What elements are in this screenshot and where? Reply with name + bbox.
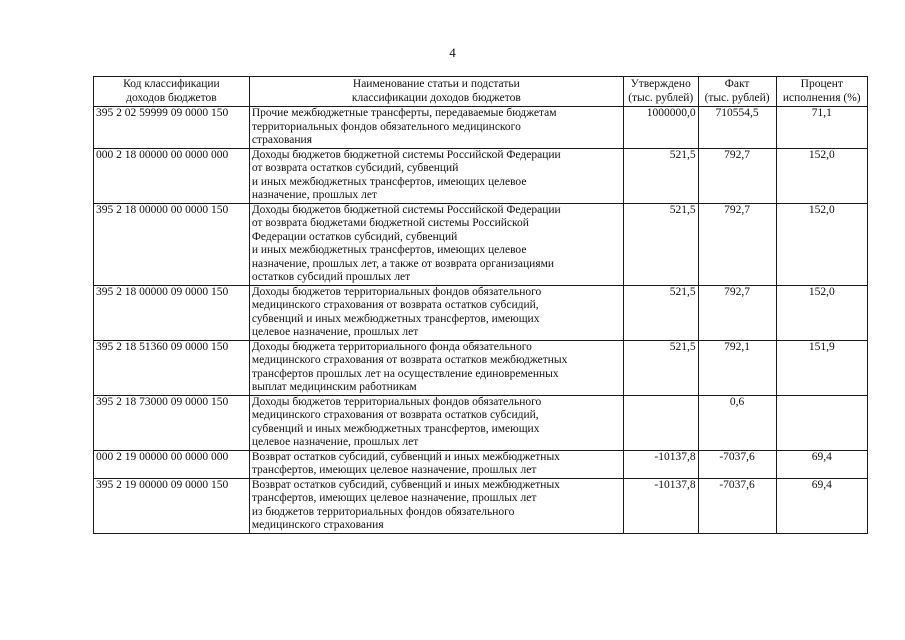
row-name-line: субвенций и иных межбюджетных трансфертов, имеющих — [251, 312, 540, 325]
header-code-line: доходов бюджетов — [126, 91, 217, 104]
row-fact: 0,6 — [698, 395, 776, 450]
row-fact: 792,1 — [698, 340, 776, 395]
row-approved: 521,5 — [623, 203, 698, 285]
row-name-line: Доходы бюджетов бюджетной системы Российской Федерации — [251, 203, 561, 216]
header-percent-line: исполнения (%) — [782, 91, 861, 104]
row-name — [249, 107, 623, 149]
table-row — [94, 285, 868, 340]
row-code: 000 2 19 00000 00 0000 000 — [94, 450, 250, 478]
row-approved: -10137,8 — [623, 478, 698, 533]
table-row — [94, 148, 868, 203]
row-name-line: от возврата остатков субсидий, субвенций — [251, 162, 459, 174]
row-name-line: трансфертов, имеющих целевое назначение, прошлых лет — [251, 464, 537, 476]
row-approved: 521,5 — [623, 340, 698, 395]
table-header-row — [94, 77, 868, 107]
row-name-line: Доходы бюджета территориального фонда обязательного — [251, 340, 532, 353]
table-row — [94, 478, 868, 533]
header-code-line: Код классификации — [123, 78, 220, 90]
header-approved-line: Утверждено — [630, 78, 691, 90]
row-approved: -10137,8 — [623, 450, 698, 478]
row-name-line: назначение, прошлых лет — [251, 189, 377, 201]
row-name — [249, 148, 623, 203]
row-name-line: из бюджетов территориальных фондов обязательного — [251, 505, 515, 518]
row-approved: 521,5 — [623, 285, 698, 340]
row-fact: -7037,6 — [698, 450, 776, 478]
row-name-line: страхования — [251, 134, 312, 146]
row-name — [249, 340, 623, 395]
row-fact: 792,7 — [698, 148, 776, 203]
row-fact: 792,7 — [698, 203, 776, 285]
row-name-line: медицинского страхования — [251, 519, 384, 531]
row-name-line: и иных межбюджетных трансфертов, имеющих целевое — [251, 244, 527, 256]
row-name-line: Доходы бюджетов территориальных фондов обязательного — [251, 395, 542, 408]
row-code: 000 2 18 00000 00 0000 000 — [94, 148, 250, 203]
row-percent: 152,0 — [776, 285, 867, 340]
header-fact-line: Факт — [724, 78, 750, 90]
row-fact: 792,7 — [698, 285, 776, 340]
row-name — [249, 395, 623, 450]
row-name-line: и иных межбюджетных трансфертов, имеющих целевое — [251, 175, 527, 188]
row-code: 395 2 18 00000 00 0000 150 — [94, 203, 250, 285]
row-name-line: назначение, прошлых лет, а также от возврата организациями — [251, 257, 555, 270]
row-name-line: медицинского страхования от возврата остатков субсидий, — [251, 299, 539, 311]
row-name — [249, 478, 623, 533]
row-approved: 521,5 — [623, 148, 698, 203]
row-name-line: трансфертов прошлых лет на осуществление единовременных — [251, 367, 559, 380]
table-row — [94, 107, 868, 149]
row-name-line: медицинского страхования от возврата остатков субсидий, — [251, 409, 539, 421]
budget-revenue-table — [93, 76, 868, 534]
row-name-line: Прочие межбюджетные трансферты, передаваемые бюджетам — [251, 107, 557, 119]
row-fact: 710554,5 — [698, 107, 776, 149]
header-name-line: Наименование статьи и подстатьи — [352, 78, 520, 90]
table-row — [94, 203, 868, 285]
row-name — [249, 450, 623, 478]
row-name-line: медицинского страхования от возврата остатков межбюджетных — [251, 354, 568, 366]
row-code: 395 2 18 51360 09 0000 150 — [94, 340, 250, 395]
row-name — [249, 285, 623, 340]
row-code: 395 2 18 73000 09 0000 150 — [94, 395, 250, 450]
row-name-line: Федерации остатков субсидий, субвенций — [251, 230, 458, 243]
row-name-line: территориальных фондов обязательного медицинского — [251, 120, 521, 133]
row-name-line: от возврата бюджетами бюджетной системы Российской — [251, 217, 529, 229]
row-name-line: Возврат остатков субсидий, субвенций и иных межбюджетных — [251, 478, 560, 491]
row-percent — [776, 395, 867, 450]
row-code: 395 2 18 00000 09 0000 150 — [94, 285, 250, 340]
row-percent: 69,4 — [776, 450, 867, 478]
header-code — [94, 77, 250, 107]
table-row — [94, 395, 868, 450]
header-approved — [623, 77, 698, 107]
header-name — [249, 77, 623, 107]
row-percent: 71,1 — [776, 107, 867, 149]
row-percent: 69,4 — [776, 478, 867, 533]
row-name-line: целевое назначение, прошлых лет — [251, 436, 419, 448]
row-name-line: целевое назначение, прошлых лет — [251, 326, 419, 338]
row-name-line: субвенций и иных межбюджетных трансфертов, имеющих — [251, 422, 540, 435]
header-fact — [698, 77, 776, 107]
row-percent: 152,0 — [776, 148, 867, 203]
row-approved — [623, 395, 698, 450]
table-row — [94, 340, 868, 395]
row-code: 395 2 02 59999 09 0000 150 — [94, 107, 250, 149]
page-number: 4 — [449, 45, 456, 60]
row-code: 395 2 19 00000 09 0000 150 — [94, 478, 250, 533]
row-name-line: Доходы бюджетов территориальных фондов обязательного — [251, 285, 542, 298]
row-fact: -7037,6 — [698, 478, 776, 533]
header-approved-line: (тыс. рублей) — [628, 91, 694, 104]
row-name-line: Возврат остатков субсидий, субвенций и иных межбюджетных — [251, 450, 560, 463]
header-name-line: классификации доходов бюджетов — [351, 91, 521, 104]
row-percent: 151,9 — [776, 340, 867, 395]
header-fact-line: (тыс. рублей) — [704, 91, 770, 104]
row-name-line: трансфертов, имеющих целевое назначение, прошлых лет — [251, 492, 537, 504]
row-approved: 1000000,0 — [623, 107, 698, 149]
table-row — [94, 450, 868, 478]
row-name-line: Доходы бюджетов бюджетной системы Российской Федерации — [251, 148, 561, 161]
row-name — [249, 203, 623, 285]
row-name-line: остатков субсидий прошлых лет — [251, 271, 411, 283]
header-percent — [776, 77, 867, 107]
row-percent: 152,0 — [776, 203, 867, 285]
header-percent-line: Процент — [800, 78, 843, 90]
row-name-line: выплат медицинским работникам — [251, 381, 417, 393]
